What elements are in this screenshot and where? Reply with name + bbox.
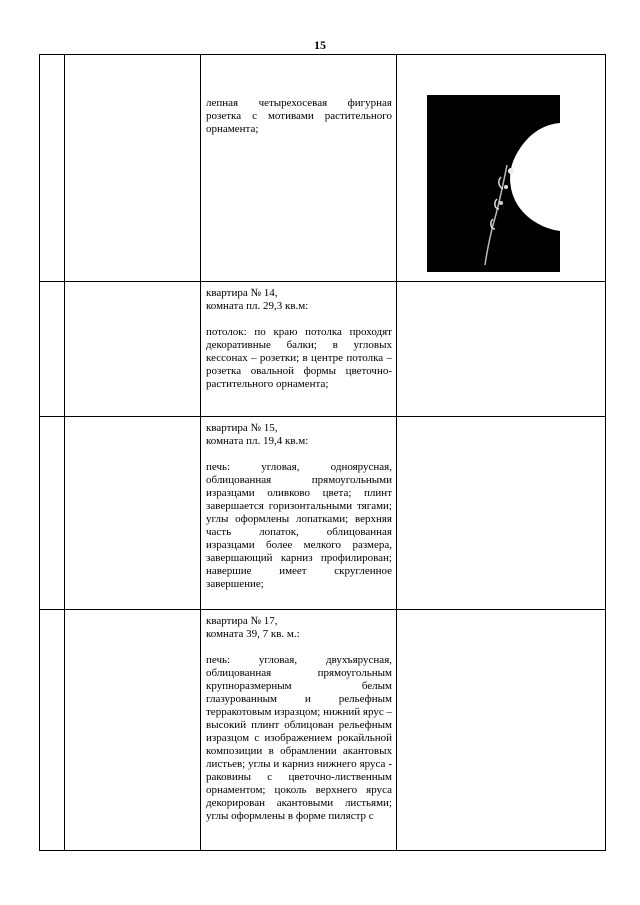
apartment-header: квартира № 15, bbox=[206, 422, 278, 434]
room-header: комната 39, 7 кв. м.: bbox=[206, 628, 300, 640]
photo-cell bbox=[397, 417, 606, 610]
number-cell bbox=[40, 417, 65, 610]
table-row bbox=[40, 282, 606, 417]
name-cell bbox=[65, 282, 201, 417]
monument-table bbox=[39, 54, 606, 851]
page-number: 15 bbox=[314, 38, 326, 52]
description-text: лепная четырехосевая фигурная розетка с мотивами растительного орнамента; bbox=[206, 97, 392, 135]
apartment-header: квартира № 17, bbox=[206, 615, 278, 627]
description-cell bbox=[201, 417, 397, 610]
description-text: печь: угловая, двухъярусная, облицованная прямоугольным крупноразмерным белым глазурованным и рельефным терракотовым изразцом; нижний ярус – высокий плинт облицован рельефным изразцом с изображением рокайльной композиции в обрамлении акантовых листьев; углы и карниз нижнего яруса - раковины с цветочно-лиственным орнаментом; цоколь верхнего яруса декорирован акантовыми листьями; углы оформлены в форме пилястр с bbox=[206, 654, 392, 822]
photo-cell bbox=[397, 610, 606, 851]
table-row bbox=[40, 55, 606, 282]
room-header: комната пл. 29,3 кв.м: bbox=[206, 300, 309, 312]
description-text: потолок: по краю потолка проходят декоративные балки; в угловых кессонах – розетки; в центре потолка – розетка овальной формы цветочно-растительного орнамента; bbox=[206, 326, 392, 390]
apartment-header: квартира № 14, bbox=[206, 287, 278, 299]
photo-cell bbox=[397, 282, 606, 417]
room-header: комната пл. 19,4 кв.м: bbox=[206, 435, 309, 447]
name-cell bbox=[65, 55, 201, 282]
name-cell bbox=[65, 610, 201, 851]
rosette-photo-icon bbox=[427, 95, 560, 272]
name-cell bbox=[65, 417, 201, 610]
number-cell bbox=[40, 55, 65, 282]
photo-cell bbox=[397, 55, 606, 282]
description-cell bbox=[201, 55, 397, 282]
description-text: печь: угловая, одноярусная, облицованная прямоугольными изразцами оливково цвета; плинт завершается горизонтальными тягами; углы оформлены лопатками; верхняя часть лопаток, облицованная изразцами более мелкого размера, завершающий карниз профилирован; навершие имеет скругленное завершение; bbox=[206, 461, 392, 590]
table-row bbox=[40, 610, 606, 851]
number-cell bbox=[40, 282, 65, 417]
description-cell bbox=[201, 610, 397, 851]
number-cell bbox=[40, 610, 65, 851]
description-cell bbox=[201, 282, 397, 417]
table-row bbox=[40, 417, 606, 610]
